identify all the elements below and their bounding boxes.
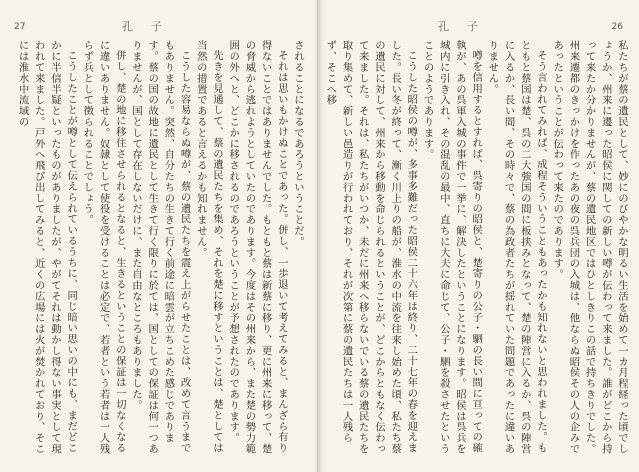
paragraph: 噂を信用するとすれば、呉寄りの昭侯と、楚寄りの公子・駟の長い間に亘っての確執が、あの呉軍入城の事件で一挙に、解決したということになります。昭侯は呉兵を城内に引き入れ、その混乱の最中、直ちに大夫に命じて、公子・駟を殺させたということのようであります。 [421, 40, 483, 455]
left-body-text [16, 40, 306, 460]
left-running-title: 孔子 [122, 20, 180, 33]
paragraph: そう言われてみれば、成程そういうこともあったかも知れないと思われました。もともと蔡国は楚、呉の二大強国の間に板挟みとなって、楚の陣営に入るか、呉の陣営に入るか、長い間、その時々で、蔡の為政者たちが揺れていた問題であったに違いありません。 [486, 40, 547, 455]
right-page [320, 0, 639, 472]
paragraph: こうした容易ならぬ噂が、蔡の遺民たちを震え上がらせたことは、改めて言うまでもありません。突然、自分たちの生きて行く前途に暗雲が立ちこめた感じであります。蔡の国の故地に遺民として生きて行く限りに於ては、国としての保証は何一つありませんが、国として存在しないだけに、また自由なところもありました。 [129, 40, 191, 455]
paragraph: 併し、楚の地に移住させられるとなると、生きるということの保証は一切なくなるに違いありません。奴隷として使役を受けることは必定で、若者という若者は一人残らず兵として徴られることでしょう。 [81, 40, 126, 455]
paragraph: こうした昭侯の噂が、多事多難だった昭侯二十六年は終り、二十七年の春を迎えました。長い冬が終って、漸く川上りの船が、淮水の中流を往来し始めた頃、私たち蔡の遺民に対して、州来から移動を命じられるということが、どこからともなく伝わって来ました。それは、私たちがいつか、未だに州来へ移らないでいる蔡の遺民たちを取り集めて、新しい邑造りが行われており、それが次第に蔡の遺民たちは一人残らず、そこへ移 [324, 40, 418, 455]
right-running-title: 孔子 [438, 20, 496, 33]
paragraph: それは思いもかけぬことであった。併し、一歩退いて考えてみると、まんざら有り得ないことではありませんでした。もともと蔡は新蔡に移り、更に州来に移って、楚の脅威から逃れようとしていたのであります。今度はその州来から、また楚の勢力範囲の外へと、どこかに移されるのであろうということが予想されたのであります。 [227, 40, 288, 455]
right-body-text [324, 40, 630, 460]
left-page [0, 0, 318, 472]
paragraph: されることになるであろうということだ。 [292, 40, 304, 248]
right-page-number: 26 [611, 22, 623, 32]
paragraph: 私たちが蔡の遺民として、妙にのびやかな明るい生活を始めて一カ月程経った頃でしょうか、州来に遷った昭侯に関しての新しい噂が伝わって来ました。誰がどこから持って来たか分かりませんが、蔡の遺民地区ではひとしきりこの話で持ちきりでした。州来遷都のきっかけを作ったあの夜の呉兵団の入城は、他ならぬ昭侯その人の企みであったということが伝わって来たのであります。 [551, 40, 628, 455]
paragraph: 先きを見通して、蔡の遺民たちを集め、それを楚に移すということは、楚としては当然の措置であると言えるかも知れません。 [194, 40, 223, 454]
paragraph: こうしたことが噂として伝えられているうちに、同じ暗い思いの中にも、まだどこかに半信半疑といったものがありましたが、やがてそれは動かし得ない事実として現われて来ました。戸外へ飛び出してみると、近くの広場には火が焚かれており、そこには淮水中流域の [16, 40, 78, 455]
left-page-number: 27 [14, 22, 26, 32]
